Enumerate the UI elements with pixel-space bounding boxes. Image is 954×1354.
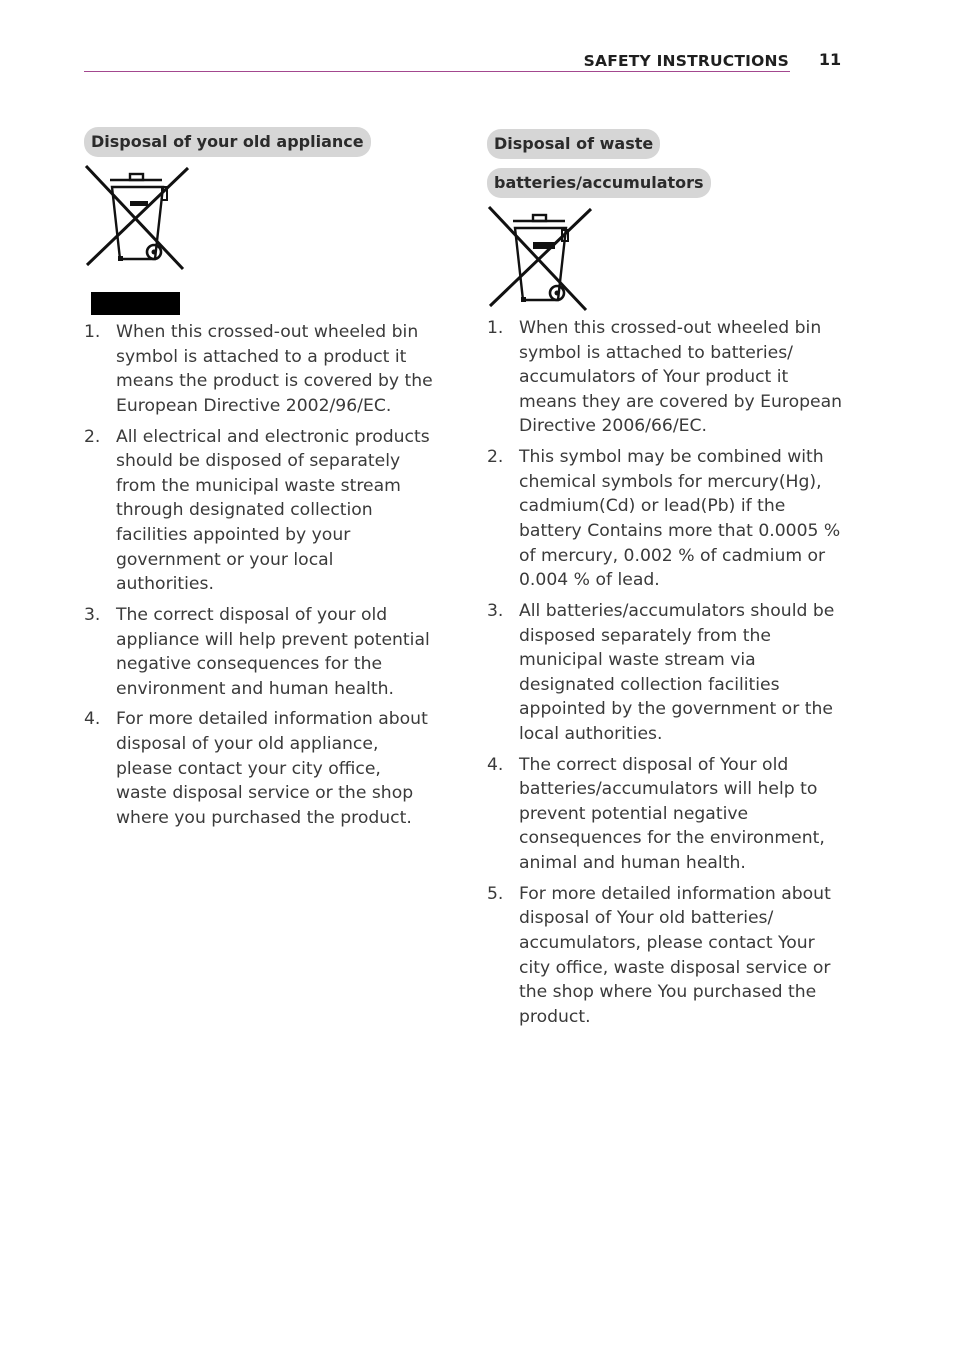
- left-section-heading: Disposal of your old appliance: [84, 127, 371, 157]
- list-item: [487, 599, 843, 747]
- list-item: [84, 320, 436, 418]
- list-item: [84, 707, 436, 830]
- item-number: 1.: [487, 318, 504, 338]
- black-bar: [91, 292, 180, 315]
- item-text: This symbol may be combined with chemical symbols for mercury(Hg), cadmium(Cd) or lead(Pb) if the battery Contains more that 0.0005 % of mercury, 0.002 % of cadmium or 0.004 % of lead.: [519, 447, 841, 591]
- list-item: [487, 316, 843, 439]
- item-number: 2.: [487, 447, 504, 468]
- item-number: 4.: [84, 709, 101, 730]
- left-instruction-list: [84, 320, 436, 837]
- item-number: 3.: [487, 600, 504, 621]
- list-item: [487, 445, 843, 593]
- item-text: When this crossed-out wheeled bin symbol is attached to a product it means the product is covered by the European Directive 2002/96/EC.: [116, 322, 433, 416]
- list-item: [84, 603, 436, 701]
- item-number: 5.: [487, 883, 504, 904]
- item-number: 3.: [84, 604, 101, 625]
- item-number: 1.: [84, 322, 101, 342]
- right-section-heading-line1: Disposal of waste: [487, 129, 660, 159]
- item-text: The correct disposal of your old appliance will help prevent potential negative consequences for the environment and human health.: [116, 604, 430, 699]
- right-instruction-list: [487, 316, 843, 1036]
- header-divider: [84, 71, 790, 72]
- crossed-out-wheeled-bin-icon: [487, 206, 593, 312]
- item-text: All electrical and electronic products should be disposed of separately from the municipal waste stream through designated collection facilities appointed by your government or your local authorities.: [116, 426, 430, 595]
- list-item: [84, 425, 436, 597]
- section-title: SAFETY INSTRUCTIONS: [583, 52, 789, 70]
- item-text: The correct disposal of Your old batteries/accumulators will help to prevent potential negative consequences for the environment, animal and human health.: [519, 754, 825, 874]
- item-number: 2.: [84, 426, 101, 447]
- item-text: All batteries/accumulators should be disposed separately from the municipal waste stream via designated collection facilities appointed by the government or the local authorities.: [519, 600, 835, 744]
- item-text: For more detailed information about disposal of Your old batteries/ accumulators, please contact Your city office, waste disposal service or the shop where You purchased the product.: [519, 883, 831, 1027]
- crossed-out-wheeled-bin-icon: [84, 165, 190, 271]
- page-number: 11: [818, 50, 842, 69]
- right-section-heading-line2: batteries/accumulators: [487, 168, 711, 198]
- list-item: [487, 753, 843, 876]
- item-text: When this crossed-out wheeled bin symbol is attached to batteries/ accumulators of Your product it means they are covered by European Directive 2006/66/EC.: [519, 318, 843, 437]
- item-number: 4.: [487, 754, 504, 775]
- list-item: [487, 882, 843, 1030]
- item-text: For more detailed information about disposal of your old appliance, please contact your city office, waste disposal service or the shop where you purchased the product.: [116, 709, 428, 828]
